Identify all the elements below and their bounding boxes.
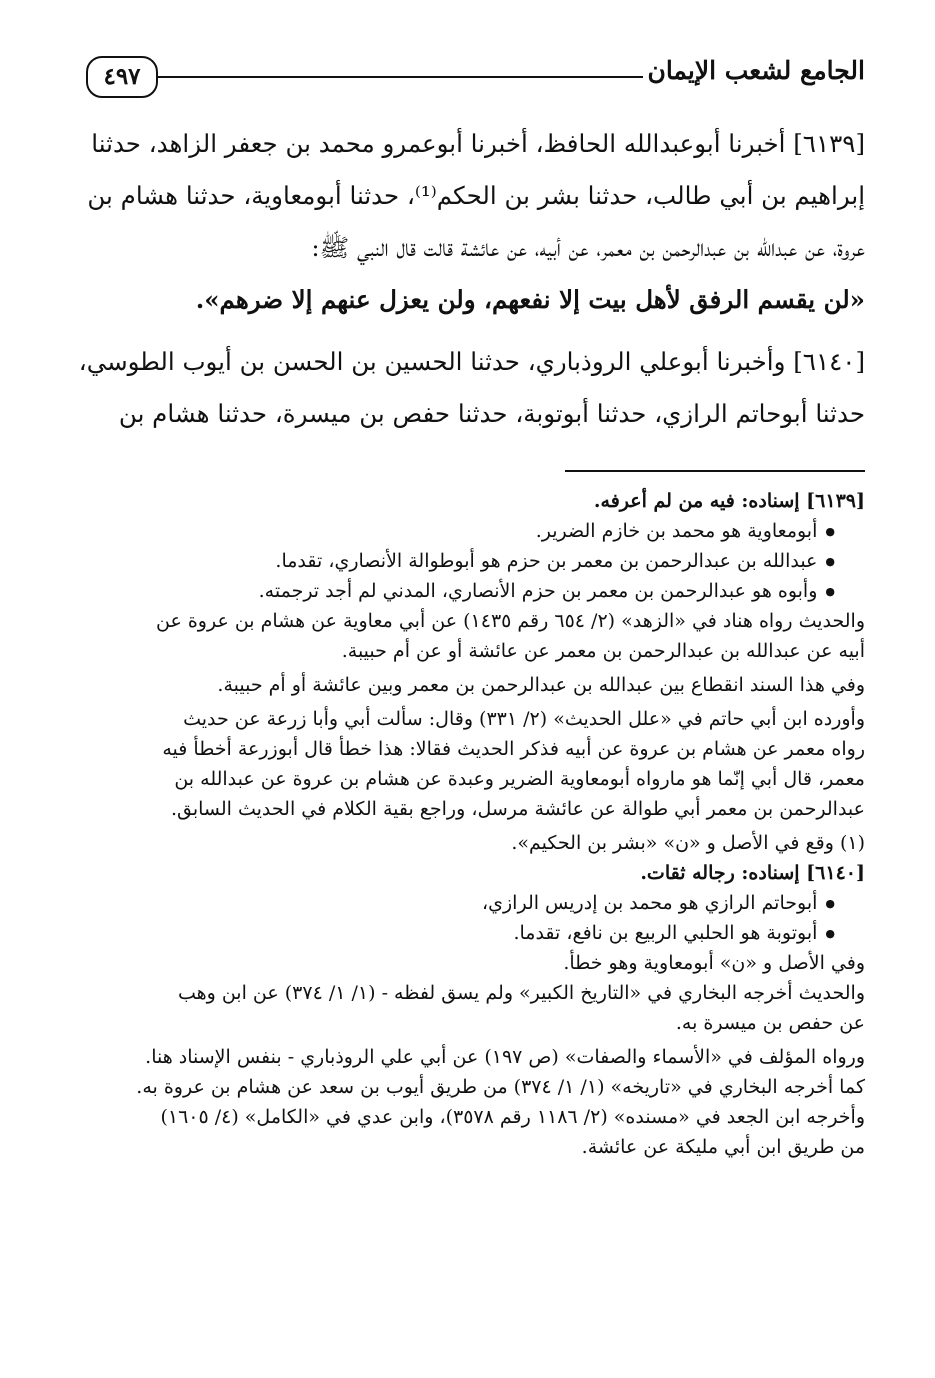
footnote-line: عبدالرحمن بن معمر أبي طوالة عن عائشة مرسل، وراجع بقية الكلام في الحديث السابق.: [170, 798, 865, 820]
hadith-6139-line-1: [٦١٣٩] أخبرنا أبوعبدالله الحافظ، أخبرنا أبوعمرو محمد بن جعفر الزاهد، حدثنا: [91, 129, 865, 158]
book-title: الجامع لشعب الإيمان: [647, 56, 865, 85]
hadith-6139-line-2: إبراهيم بن أبي طالب، حدثنا بشر بن الحكم⁽¹⁾، حدثنا أبومعاوية، حدثنا هشام بن: [87, 181, 865, 210]
footnote-line: وأورده ابن أبي حاتم في «علل الحديث» (٢/ ٣٣١) وقال: سألت أبي وأبا زرعة عن حديث: [183, 708, 865, 730]
footnote-line: وفي هذا السند انقطاع بين عبدالله بن عبدالرحمن بن معمر وبين عائشة أو أم حبيبة.: [217, 674, 865, 696]
footnote-line: رواه معمر عن هشام بن عروة عن أبيه فذكر الحديث فقالا: هذا خطأ قال أبوزرعة أخطأ فيه: [162, 738, 865, 760]
footnotes: [80, 486, 865, 1162]
footnote-line: عن حفص بن ميسرة به.: [675, 1012, 865, 1034]
footnote-line: وفي الأصل و «ن» أبومعاوية وهو خطأ.: [563, 952, 865, 974]
footnote-line: كما أخرجه البخاري في «تاريخه» (١/ ١/ ٣٧٤) من طريق أيوب بن سعد عن هشام بن عروة به.: [136, 1076, 865, 1098]
hadith-6140-line-2: حدثنا أبوحاتم الرازي، حدثنا أبوتوبة، حدثنا حفص بن ميسرة، حدثنا هشام بن: [118, 399, 865, 428]
footnote-6139-heading: [٦١٣٩] إسناده: فيه من لم أعرفه.: [593, 490, 865, 512]
hadith-6140-line-1: [٦١٤٠] وأخبرنا أبوعلي الروذباري، حدثنا الحسين بن الحسن بن أيوب الطوسي،: [78, 347, 865, 376]
footnote-bullet: ● وأبوه هو عبدالرحمن بن معمر بن حزم الأنصاري، المدني لم أجد ترجمته.: [80, 576, 865, 606]
hadith-6139-matn: «لن يقسم الرفق لأهل بيت إلا نفعهم، ولن يعزل عنهم إلا ضرهم».: [195, 285, 865, 314]
footnote-line: أبيه عن عبدالله بن عبدالرحمن بن معمر عن عائشة أو عن أم حبيبة.: [341, 640, 865, 662]
footnote-line: وأخرجه ابن الجعد في «مسنده» (٢/ ١١٨٦ رقم ٣٥٧٨)، وابن عدي في «الكامل» (٤/ ١٦٠٥): [160, 1106, 865, 1128]
footnote-divider: [565, 470, 865, 472]
page-number: ٤٩٧: [86, 56, 158, 98]
hadith-6139-line-3: عروة، عن عبدالله بن عبدالرحمن بن معمر، عن أبيه، عن عائشة قالت قال النبي ﷺ:: [311, 233, 865, 262]
footnote-bullet: ● أبوحاتم الرازي هو محمد بن إدريس الرازي،: [80, 888, 865, 918]
footnote-line: ورواه المؤلف في «الأسماء والصفات» (ص ١٩٧) عن أبي علي الروذباري - بنفس الإسناد هنا.: [145, 1046, 865, 1068]
footnote-6140-heading: [٦١٤٠] إسناده: رجاله ثقات.: [640, 862, 865, 884]
footnote-bullet: ● أبومعاوية هو محمد بن خازم الضرير.: [80, 516, 865, 546]
footnote-line: من طريق ابن أبي مليكة عن عائشة.: [581, 1136, 865, 1158]
page-header: [80, 50, 865, 110]
footnote-line: والحديث رواه هناد في «الزهد» (٢/ ٦٥٤ رقم ١٤٣٥) عن أبي معاوية عن هشام بن عروة عن: [156, 610, 865, 632]
footnote-bullet: ● أبوتوبة هو الحلبي الربيع بن نافع، تقدما.: [80, 918, 865, 948]
footnote-line: والحديث أخرجه البخاري في «التاريخ الكبير» ولم يسق لفظه - (١/ ١/ ٣٧٤) عن ابن وهب: [177, 982, 865, 1004]
footnote-line: معمر، قال أبي إنّما هو مارواه أبومعاوية الضرير وعبدة عن هشام بن عروة عن عبدالله بن: [174, 768, 865, 790]
footnote-bullet: ● عبدالله بن عبدالرحمن بن معمر بن حزم هو أبوطوالة الأنصاري، تقدما.: [80, 546, 865, 576]
main-text: [80, 118, 865, 440]
footnote-1-note: (١) وقع في الأصل و «ن» «بشر بن الحكيم».: [511, 832, 865, 854]
paragraph-gap: [80, 326, 865, 336]
header-rule: [158, 76, 643, 78]
page: [80, 50, 865, 1162]
